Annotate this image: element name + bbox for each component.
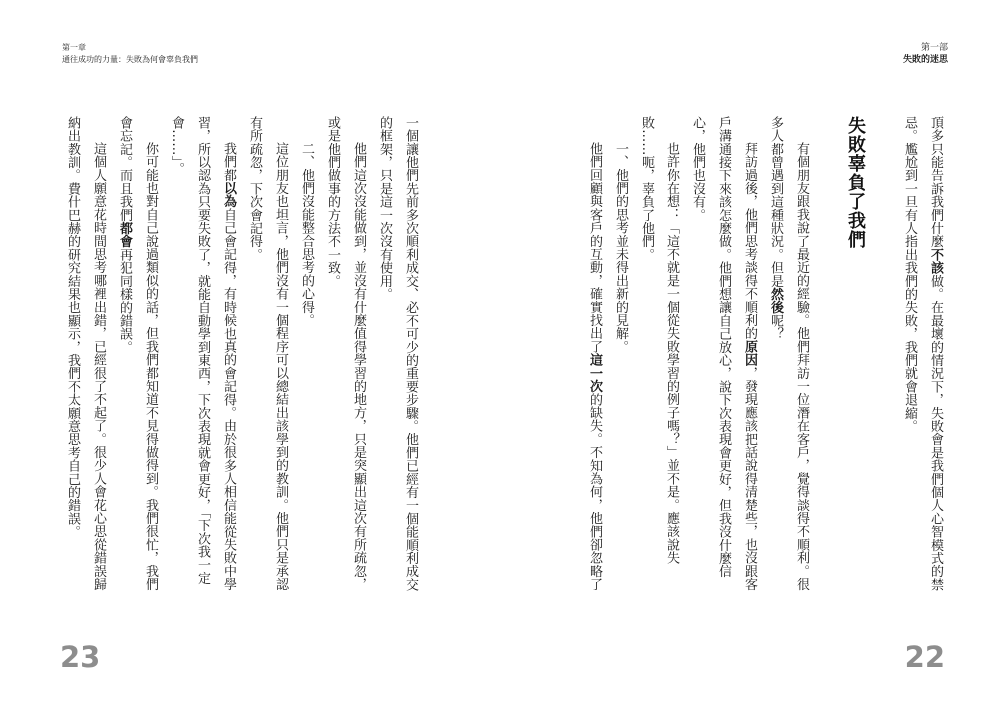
text-segment: ，發現應該把話說得清楚些，也沒跟客 [742, 366, 757, 591]
text-segment: 自己會記得，有時候也真的會記得。由於很多人相信能從失敗中學 [221, 208, 236, 591]
running-header [62, 42, 198, 66]
text-line: 忌。尷尬到一旦有人指出我們的失敗，我們就會退縮。 [902, 116, 917, 433]
emphasis-text: 以為 [221, 181, 236, 209]
text-segment: 多人都曾遇到這種狀況。但是 [768, 116, 783, 288]
text-line: 這個人願意花時間思考哪裡出錯，已經很了不起了。很少人會花心思從錯誤歸 [91, 142, 106, 591]
text-segment: 呢？ [768, 314, 783, 341]
text-line: 習，所以認為只要失敗了，就能自動學到東西，下次表現就會更好，「下次我一定 [195, 116, 210, 585]
text-segment: 頂多只能告訴我們什麼 [928, 116, 943, 248]
text-segment: 的缺失。不知為何，他們卻忽略了 [587, 392, 602, 591]
text-line [221, 142, 235, 591]
text-line: 也許你在想：「這不就是一個從失敗學習的例子嗎？」並不是。應該說失 [664, 142, 679, 565]
text-line [928, 116, 942, 591]
text-line: 有個朋友跟我說了最近的經驗。他們拜訪一位潛在客戶，覺得談得不順利。很 [794, 142, 809, 591]
text-line [587, 142, 601, 591]
text-line: 這位朋友也坦言，他們沒有一個程序可以總結出該學到的教訓。他們只是承認 [273, 142, 288, 591]
text-line: 戶溝通接下來該怎麼做。他們想讓自己放心，說下次表現會更好，但我沒什麼信 [716, 116, 731, 578]
emphasis-text: 不該 [928, 248, 943, 275]
section-heading: 失敗辜負了我們 [845, 116, 866, 249]
emphasis-text: 這一次 [587, 353, 602, 393]
text-line [742, 142, 756, 591]
text-segment: 他們回顧與客戶的互動，確實找出了 [587, 142, 602, 354]
emphasis-text: 原因 [742, 340, 757, 367]
emphasis-text: 都會 [117, 221, 132, 249]
part-label: 第一部 [920, 43, 948, 53]
running-header [903, 42, 948, 66]
text-segment: 拜訪過後，他們思考談得不順利的 [742, 142, 757, 340]
right-page [500, 0, 1000, 709]
text-line: 心，他們也沒有。 [690, 116, 705, 222]
text-line: 一、他們的思考並未得出新的見解。 [613, 142, 628, 354]
emphasis-text: 然後 [768, 287, 783, 315]
text-line: 他們這次沒能做到，並沒有什麼值得學習的地方，只是突顯出這次有所疏忽， [351, 142, 366, 591]
chapter-label: 第一章 [62, 43, 86, 52]
text-line: 二、他們沒能整合思考的心得。 [299, 142, 314, 327]
text-line: 會……」。 [169, 116, 184, 176]
text-line: 你可能也對自己說過類似的話，但我們都知道不見得做得到。我們很忙，我們 [143, 142, 158, 591]
text-line: 一個讓他們先前多次順利成交、必不可少的重要步驟。他們已經有一個能順利成交 [403, 116, 418, 592]
text-segment: 做。在最壞的情況下，失敗會是我們個人心智模式的禁 [928, 274, 943, 592]
part-title: 失敗的迷思 [902, 55, 948, 65]
text-segment: 我們都 [221, 142, 236, 182]
text-line: 有所疏忽，下次會記得。 [247, 116, 262, 262]
text-segment: 再犯同樣的錯誤。 [117, 248, 132, 354]
text-segment: 會忘記。而且我們 [117, 116, 132, 222]
text-line [117, 116, 131, 354]
text-line: 敗……呃，辜負了他們。 [639, 116, 654, 262]
page-number: 22 [904, 640, 945, 674]
text-line: 的框架，只是這一次沒有使用。 [377, 116, 392, 301]
page-number: 23 [60, 640, 101, 674]
text-line: 或是他們做事的方法不一致。 [325, 116, 340, 288]
chapter-title: 通往成功的力量：失敗為何會辜負我們 [62, 55, 198, 64]
text-line [768, 116, 782, 340]
text-line: 納出教訓。費什巴赫的研究結果也顯示，我們不太願意思考自己的錯誤。 [65, 116, 80, 539]
